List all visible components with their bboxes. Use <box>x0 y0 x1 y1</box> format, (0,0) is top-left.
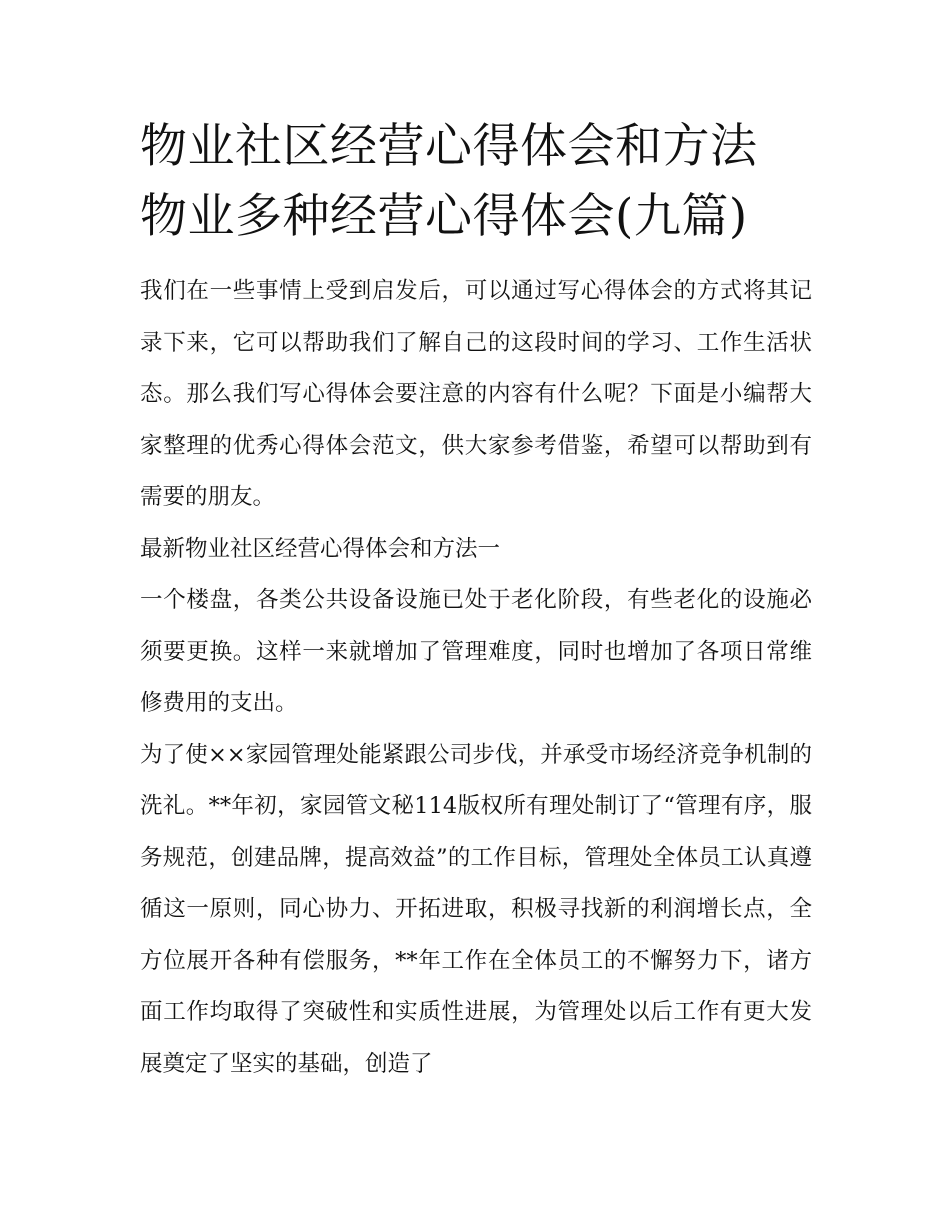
intro-paragraph: 我们在一些事情上受到启发后，可以通过写心得体会的方式将其记录下来，它可以帮助我们了解自己的这段时间的学习、工作生活状态。那么我们写心得体会要注意的内容有什么呢？下面是小编帮大家整理的优秀心得体会范文，供大家参考借鉴，希望可以帮助到有需要的朋友。 <box>140 278 812 510</box>
document-title <box>140 112 812 252</box>
section-heading: 最新物业社区经营心得体会和方法一 <box>140 535 501 562</box>
title-line-1: 物业社区经营心得体会和方法 <box>140 119 758 174</box>
body-paragraph-2: 为了使××家园管理处能紧跟公司步伐，并承受市场经济竞争机制的洗礼。**年初，家园管文秘114版权所有理处制订了“管理有序，服务规范，创建品牌，提高效益”的工作目标，管理处全体员工认真遵循这一原则，同心协力、开拓进取，积极寻找新的利润增长点，全方位展开各种有偿服务，**年工作在全体员工的不懈努力下，诸方面工作均取得了突破性和实质性进展，为管理处以后工作有更大发展奠定了坚实的基础，创造了 <box>140 741 812 1077</box>
document-body <box>140 112 812 1090</box>
body-paragraph-1: 一个楼盘，各类公共设备设施已处于老化阶段，有些老化的设施必须要更换。这样一来就增加了管理难度，同时也增加了各项日常维修费用的支出。 <box>140 587 812 716</box>
title-line-2: 物业多种经营心得体会(九篇) <box>140 189 748 244</box>
